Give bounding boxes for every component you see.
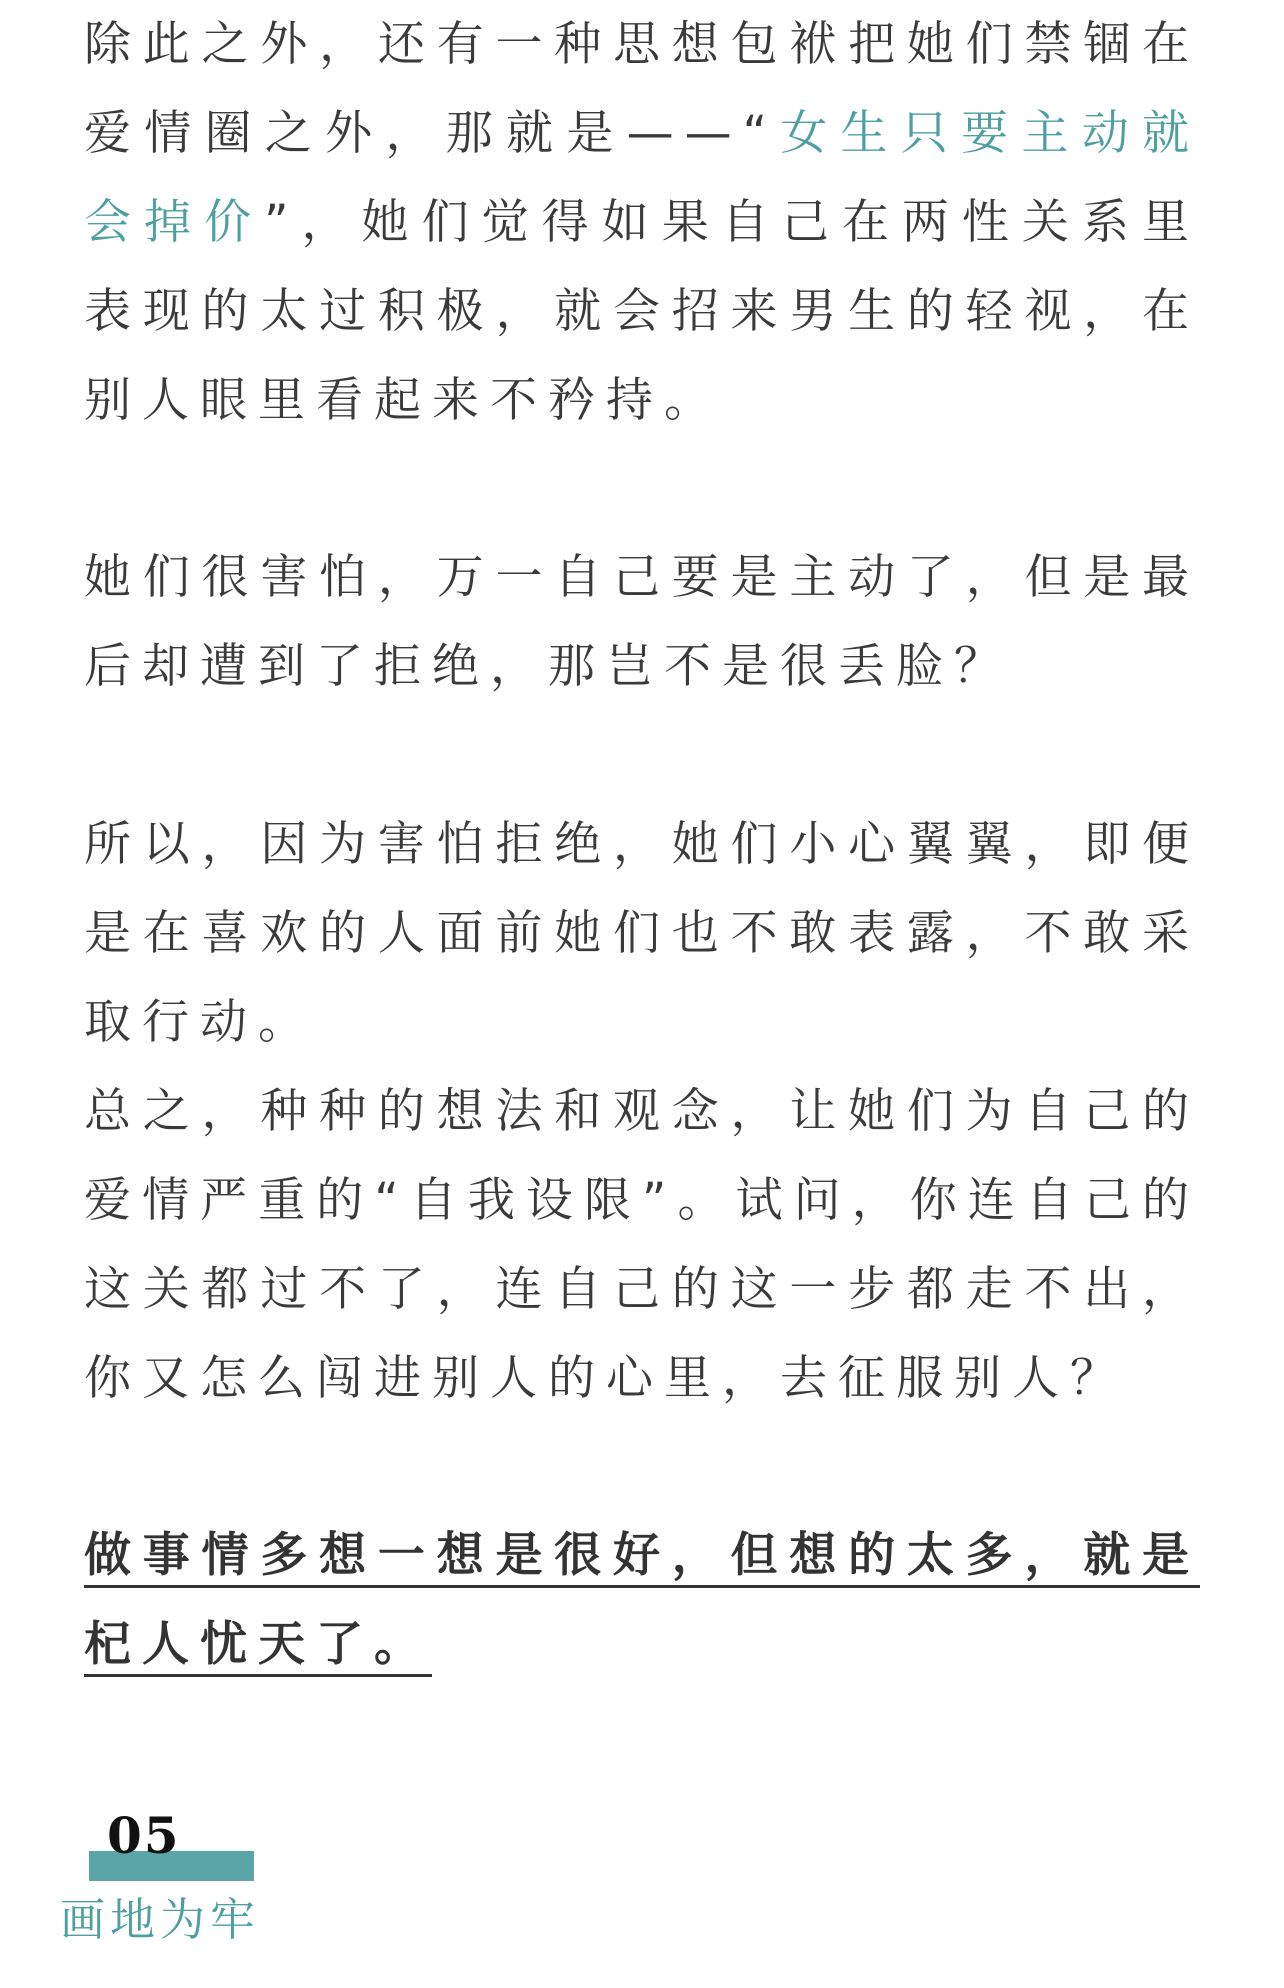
section-number: 05	[107, 1806, 181, 1865]
paragraph-2: 她们很害怕，万一自己要是主动了，但是最后却遭到了拒绝，那岂不是很丢脸？	[84, 550, 1200, 694]
paragraph-1-text-after: ”，她们觉得如果自己在两性关系里表现的太过积极，就会招来男生的轻视，在别人眼里看起来不矜持。	[84, 195, 1200, 428]
paragraph-1	[84, 0, 1200, 445]
emphasis-paragraph	[84, 1511, 1200, 1689]
paragraph-3: 所以，因为害怕拒绝，她们小心翼翼，即便是在喜欢的人面前她们也不敢表露，不敢采取行动。	[84, 817, 1200, 1050]
paragraph-1-text-before: 除此之外，还有一种思想包袱把她们禁锢在爱情圈之外，那就是——“	[84, 17, 1200, 161]
underlined-quote: 做事情多想一想是很好，但想的太多，就是杞人忧天了。	[84, 1528, 1200, 1672]
section-title: 画地为牢	[60, 1893, 261, 1946]
section-heading	[60, 1808, 320, 1988]
paragraph-4: 总之，种种的想法和观念，让她们为自己的爱情严重的“自我设限”。试问，你连自己的这关都过不了，连自己的这一步都走不出，你又怎么闯进别人的心里，去征服别人？	[84, 1084, 1200, 1406]
highlighted-phrase: 女生只要主动就会掉价	[84, 106, 1200, 250]
